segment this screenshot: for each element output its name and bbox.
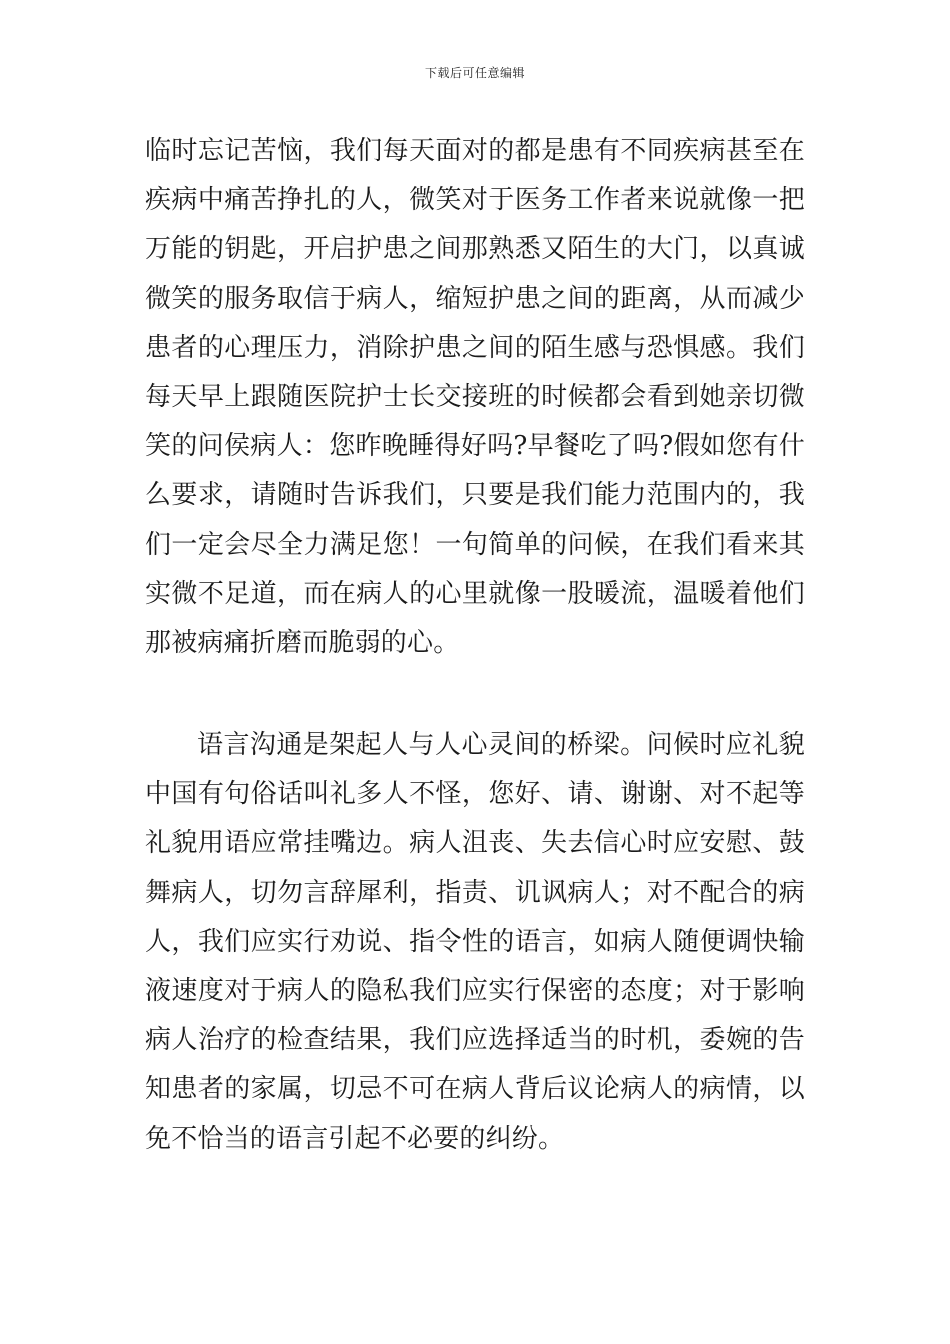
body-paragraph-1: 临时忘记苦恼，我们每天面对的都是患有不同疾病甚至在疾病中痛苦挣扎的人，微笑对于医务工作者来说就像一把万能的钥匙，开启护患之间那熟悉又陌生的大门，以真诚微笑的服务取信于病人，缩短护患之间的距离，从而减少患者的心理压力，消除护患之间的陌生感与恐惧感。我们每天早上跟随医院护士长交接班的时候都会看到她亲切微笑的问侯病人：您昨晚睡得好吗?早餐吃了吗?假如您有什么要求，请随时告诉我们，只要是我们能力范围内的，我们一定会尽全力满足您！一句简单的问候，在我们看来其实微不足道，而在病人的心里就像一股暖流，温暖着他们那被病痛折磨而脆弱的心。 bbox=[145, 136, 805, 659]
body-paragraph-2: 语言沟通是架起人与人心灵间的桥梁。问候时应礼貌中国有句俗话叫礼多人不怪，您好、请、谢谢、对不起等礼貌用语应常挂嘴边。病人沮丧、失去信心时应安慰、鼓舞病人，切勿言辞犀利，指责、讥讽病人；对不配合的病人，我们应实行劝说、指令性的语言，如病人随便调快输液速度对于病人的隐私我们应实行保密的态度；对于影响病人治疗的检查结果，我们应选择适当的时机，委婉的告知患者的家属，切忌不可在病人背后议论病人的病情，以免不恰当的语言引起不必要的纠纷。 bbox=[145, 730, 805, 1154]
page-header: 下载后可任意编辑 bbox=[424, 66, 525, 80]
